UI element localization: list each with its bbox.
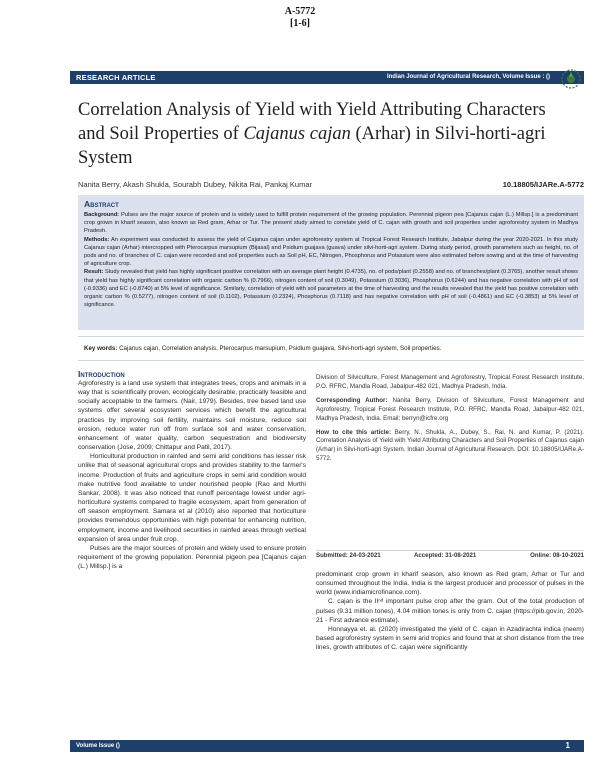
dates-row — [316, 550, 584, 559]
footer-volume: Volume Issue () — [76, 742, 120, 749]
article-code: A-5772 — [284, 6, 316, 17]
date-submitted: Submitted: 24-03-2021 — [316, 552, 381, 559]
result-label: Result: — [84, 269, 104, 276]
journal-logo-icon — [560, 68, 582, 90]
affiliation-block — [316, 374, 584, 469]
division-text: Division of Silviculture, Forest Management and Agroforestry, Tropical Forest Research Institute, P.O. RFRC, Mandla Road, Jabalpur-482 021, Madhya Pradesh, India. — [316, 374, 584, 390]
right-paragraph-3: Honnayya et. al. (2020) investigated the yield of C. cajan in Azadirachta indica (neem) based agroforestry system in semi arid tropics and found that at short distance from the tree lines, growth attributes of C. cajan were significantly — [316, 625, 584, 652]
date-accepted: Accepted: 31-08-2021 — [414, 552, 477, 559]
methods-text: An experiment was conducted to assess the yield of Cajanus cajan under agroforestry system at Tropical Forest Research Institute, Jabalpur during the year 2020-2021. In this study Cajanus cajan (Arhar) intercropped with Pterocarpus marsupium (Bijasal) and Psidium guajava (guava) under silvi-horti-agri system. During study period, growth parameters such as height, no. of pods and no. of branches of C. cajan were recorded and soil properties such as Soil pH, EC, Nitrogen, Phosphorus and Potassium were also estimated before sowing and at the time of harvesting of agriculture crop. — [84, 236, 578, 268]
corr-label: Corresponding Author: — [316, 396, 388, 404]
divider-bottom — [78, 360, 584, 361]
divider-top — [78, 336, 584, 337]
background-text: Pulses are the major source of protein and is widely used to fulfill protein requirement of the growing population. Perennial pigeon pea [Cajanus cajan (L.) Millsp.] is a predominant crop grown in kharif season, also known as Red gram, Arhar or Tur. The present study aimed to correlate yield of C. cajan with growth and soil properties under agroforestry system in Madhya Pradesh. — [84, 212, 578, 235]
corresponding-author — [316, 397, 584, 424]
journal-volume: Indian Journal of Agricultural Research, Volume Issue : () — [386, 73, 550, 80]
authors: Nanita Berry, Akash Shukla, Sourabh Dubey, Nikita Rai, Pankaj Kumar — [78, 180, 313, 189]
right-column-body — [316, 570, 584, 652]
cite-text: Berry, N., Shukla, A., Dubey, S., Rai, N. and Kumar, P. (2021). Correlation Analysis of Yield with Yield Attributing Characters and Soil Properties of Cajanus cajan (Arhar) in Silvi-horti-agri System. Indian Journal of Agricultural Research. DOI: 10.18805/IJARe.A-5772. — [316, 428, 584, 463]
title-line-3: System — [78, 148, 133, 168]
background-label: Background: — [84, 212, 120, 218]
title-line-1: Correlation Analysis of Yield with Yield Attributing Characters — [78, 100, 546, 120]
header-bar — [70, 71, 584, 84]
keywords-label: Key words: — [84, 345, 118, 352]
introduction-body — [78, 379, 306, 571]
abstract-heading: Abstract — [84, 199, 119, 209]
title-line-2 — [78, 122, 578, 146]
keywords — [84, 345, 584, 352]
intro-paragraph-1: Agroforestry is a land use system that integrates trees, crops and animals in a way that is scientifically proven, ecologically desirable, practically feasible and socially acceptable to the farmers. (Nair, 1979). Besides, tree based land use systems offer several ecosystem services which benefit the agricultural practices by improving soil fertility, maintains soil moisture, reduce soil erosion, reduce water run off from surface soil and water conservation, enhancement of water quality, carbon sequestration and biodiversity conservation (Jose, 2009; Chittapur and Patil, 2017). — [78, 380, 306, 452]
footer-bar — [70, 740, 584, 752]
doi: 10.18805/IJARe.A-5772 — [502, 180, 584, 189]
cite-label: How to cite this article: — [316, 428, 392, 436]
title-species: Cajanus cajan — [243, 124, 351, 144]
methods-label: Methods: — [84, 236, 110, 243]
paper-title — [78, 98, 578, 170]
citation — [316, 429, 584, 465]
right-paragraph-2: C. cajan is the IIⁿᵈ important pulse crop after the gram. Out of the total production of pulses (9.31 million tones), 4.04 million tones is only from C. cajan (https://pib.gov.in, 2020-21 - First advance estimate). — [316, 598, 584, 624]
abstract-text — [84, 211, 578, 309]
right-paragraph-1: predominant crop grown in kharif season, also known as Red gram, Arhar or Tur and consumed throughout the India. India is the largest producer and processor of pulses in the world (www.indiamicrofinance.com). — [316, 571, 584, 597]
keywords-text: Cajanus cajan, Correlation analysis, Pterocarpus marsupium, Psidium guajava, Silvi-horti-agri system, Soil properties. — [119, 345, 442, 352]
introduction-column — [78, 369, 306, 571]
intro-paragraph-2: Horticultural production in rainfed and semi arid conditions has lesser risk unlike that of seasonal agricultural crops and provides stability to the farmer's income. Production of fruits and agriculture crops in semi arid condition would make nutritive food available to under nourished people (Rao and Murthi Sankar, 2008). It was also noticed that runoff percentage lowest under agri-horticulture systems compared to fragile ecosystem, apart from generation of off season employment. Samara et al (2010) also reported that horticulture provides tremendous opportunities with high potential for enhancing nutrition, employment, income and livelihood securities in rainfed areas through vertical expansion of area under fruit crop. — [78, 453, 306, 543]
page-range: [1-6] — [290, 18, 310, 29]
corr-text: Nanita Berry, Division of Silviculture, Forest Management and Agroforestry, Tropical Forest Research Institute, P.O. RFRC, Mandla Road, Jabalpur-482 021, Madhya Pradesh, India. Email: berryn@icfre.org — [316, 396, 584, 422]
page-number: 1 — [565, 741, 570, 750]
title-line-2-post: (Arhar) in Silvi-horti-agri — [350, 124, 546, 144]
date-online: Online: 08-10-2021 — [530, 552, 584, 559]
intro-paragraph-3: Pulses are the major sources of protein and widely used to ensure protein requirement of the growing population. Perennial pigeon pea [Cajanus cajan (L.) Millsp.] is a — [78, 544, 306, 571]
abstract-box — [78, 195, 584, 330]
article-type: RESEARCH ARTICLE — [76, 73, 156, 82]
title-line-2-pre: and Soil Properties of — [78, 124, 244, 144]
introduction-heading: Introduction — [78, 369, 125, 379]
result-text: Study revealed that yield has highly significant positive correlation with an average plant height (0.4735), no. of pods/plant (0.2558) and no. of branches/plant (0.3765), another result shows that yield has highly significant correlation with organic carbon % (0.7966), nitrogen content of soil (0.3049), Potassium (0.3036), Phosphorus (0.6244) and has negative correlation with pH of soil (-0.9336) and EC (-0.8740) at 5% level of significance. Similarly, correlation of yield with soil parameters at the time of harvesting and the results revealed that the yield has positive correlation with organic carbon % (0.5277), nitrogen content of soil (0.1102), Potassium (0.2324), Phosphorus (0.7118) and has negative correlation with pH of soil (-0.4861) and EC (-0.3853) at 5% level of significance. — [84, 269, 578, 309]
